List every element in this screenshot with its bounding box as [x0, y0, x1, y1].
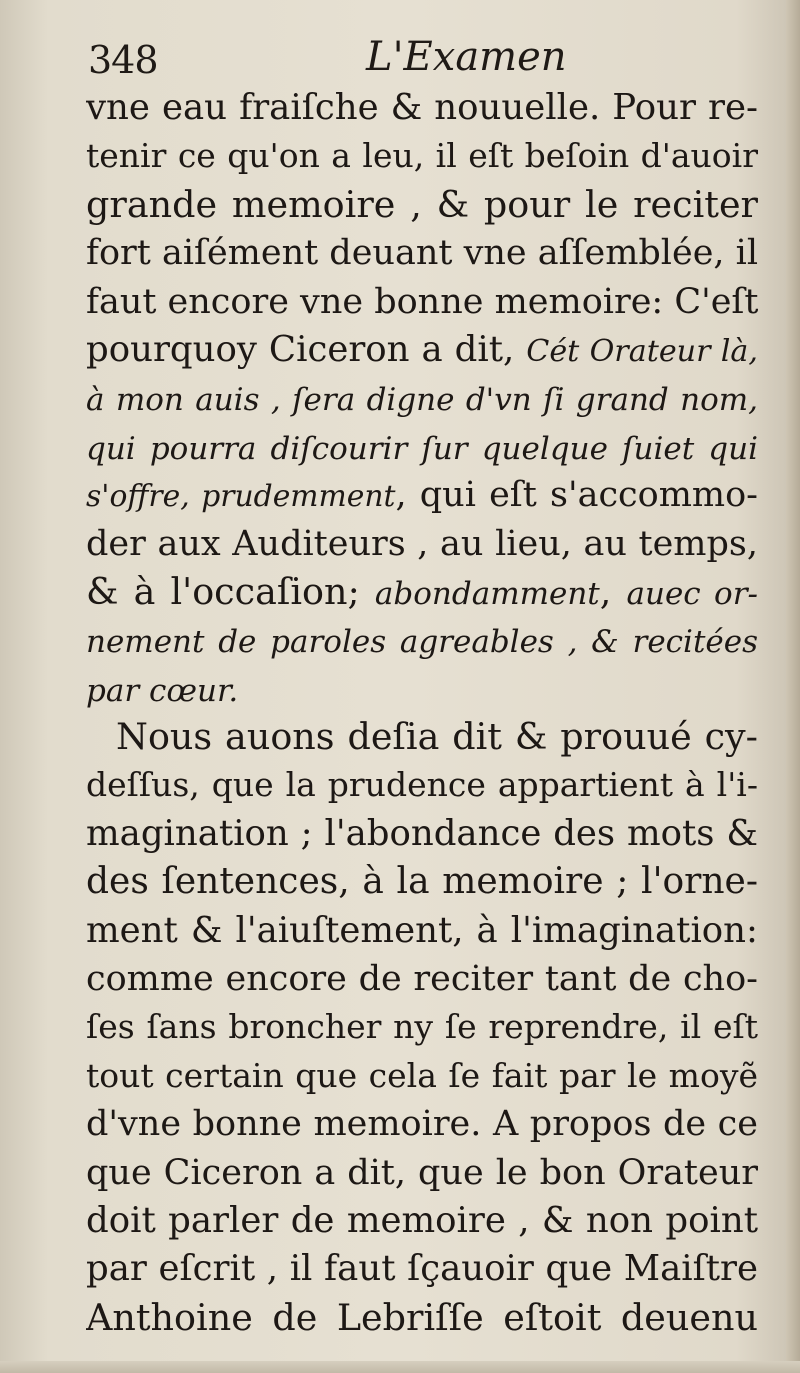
- roman-text: & à l'occaſion;: [86, 569, 375, 613]
- text-line: [86, 1197, 758, 1245]
- roman-text: par eſcrit , il faut ſçauoir que Maiſtre: [86, 1248, 758, 1290]
- roman-text: comme encore de reciter tant de cho-: [86, 959, 758, 1000]
- text-line: [86, 520, 758, 568]
- roman-text: magination ; l'abondance des mots &: [86, 812, 758, 854]
- roman-text: deſſus, que la prudence appartient à l'i-: [86, 765, 758, 805]
- text-line: [86, 568, 758, 616]
- text-line: [86, 423, 758, 471]
- page-number: 348: [88, 38, 158, 82]
- roman-text: doit parler de memoire , & non point: [86, 1199, 758, 1241]
- roman-text: ,: [599, 569, 627, 613]
- text-line: [86, 665, 758, 713]
- text-line: [86, 713, 758, 761]
- roman-text: fort aiſément deuant vne aſſemblée, il: [86, 233, 758, 274]
- page-bottom-edge: [0, 1361, 800, 1373]
- text-line: [86, 326, 758, 374]
- text-line: [86, 278, 758, 326]
- italic-text: qui pourra diſcourir ſur quelque ſuiet qui: [86, 430, 758, 467]
- text-line: [86, 1245, 758, 1293]
- page-edge-shadow: [786, 0, 800, 1373]
- body-text: [86, 84, 758, 1342]
- roman-text: ment & l'aiuſtement, à l'imagination:: [86, 909, 758, 951]
- roman-text: pourquoy Ciceron a dit,: [86, 328, 527, 370]
- roman-text: Nous auons deſia dit & prouué cy-: [116, 715, 758, 759]
- roman-text: , qui eſt s'accommo-: [395, 475, 758, 516]
- roman-text: Anthoine de Lebriſſe eſtoit deuenu: [86, 1295, 758, 1339]
- italic-text: nement de paroles agreables , & recitées: [86, 624, 758, 661]
- page-header: [88, 34, 748, 90]
- roman-text: tout certain que cela ſe fait par le moyẽ: [86, 1055, 758, 1095]
- text-line: [86, 181, 758, 229]
- text-line: [86, 1003, 758, 1051]
- text-line: [86, 616, 758, 664]
- text-line: [86, 907, 758, 955]
- roman-text: faut encore vne bonne memoire: C'eſt: [86, 281, 758, 322]
- roman-text: tenir ce qu'on a leu, il eſt beſoin d'auoir: [86, 136, 758, 176]
- text-line: [86, 374, 758, 422]
- italic-text: Cét Orateur là,: [526, 333, 758, 369]
- running-head: L'Examen: [366, 34, 567, 80]
- italic-text: s'offre, prudemment: [86, 479, 396, 515]
- roman-text: der aux Auditeurs , au lieu, au temps,: [86, 523, 758, 564]
- text-line: [86, 858, 758, 906]
- roman-text: que Ciceron a dit, que le bon Orateur: [86, 1152, 758, 1193]
- roman-text: ſes ſans broncher ny ſe reprendre, il eſt: [86, 1007, 758, 1047]
- roman-text: vne eau fraiſche & nouuelle. Pour re-: [86, 87, 758, 128]
- text-line: [86, 132, 758, 180]
- italic-text: à mon auis , ſera digne d'vn ſi grand nom,: [86, 382, 758, 419]
- text-line: [86, 761, 758, 809]
- italic-text: abondamment: [374, 575, 600, 612]
- text-line: [86, 1100, 758, 1148]
- text-line: [86, 471, 758, 519]
- text-line: [86, 810, 758, 858]
- roman-text: d'vne bonne memoire. A propos de ce: [86, 1104, 758, 1145]
- italic-text: par cœur.: [86, 672, 239, 709]
- text-line: [86, 955, 758, 1003]
- italic-text: auec or-: [626, 575, 758, 612]
- text-line: [86, 1149, 758, 1197]
- text-line: [86, 229, 758, 277]
- text-line: [86, 84, 758, 132]
- text-line: [86, 1294, 758, 1342]
- roman-text: grande memoire , & pour le reciter: [86, 182, 758, 226]
- roman-text: des ſentences, à la memoire ; l'orne-: [86, 861, 758, 903]
- text-line: [86, 1052, 758, 1100]
